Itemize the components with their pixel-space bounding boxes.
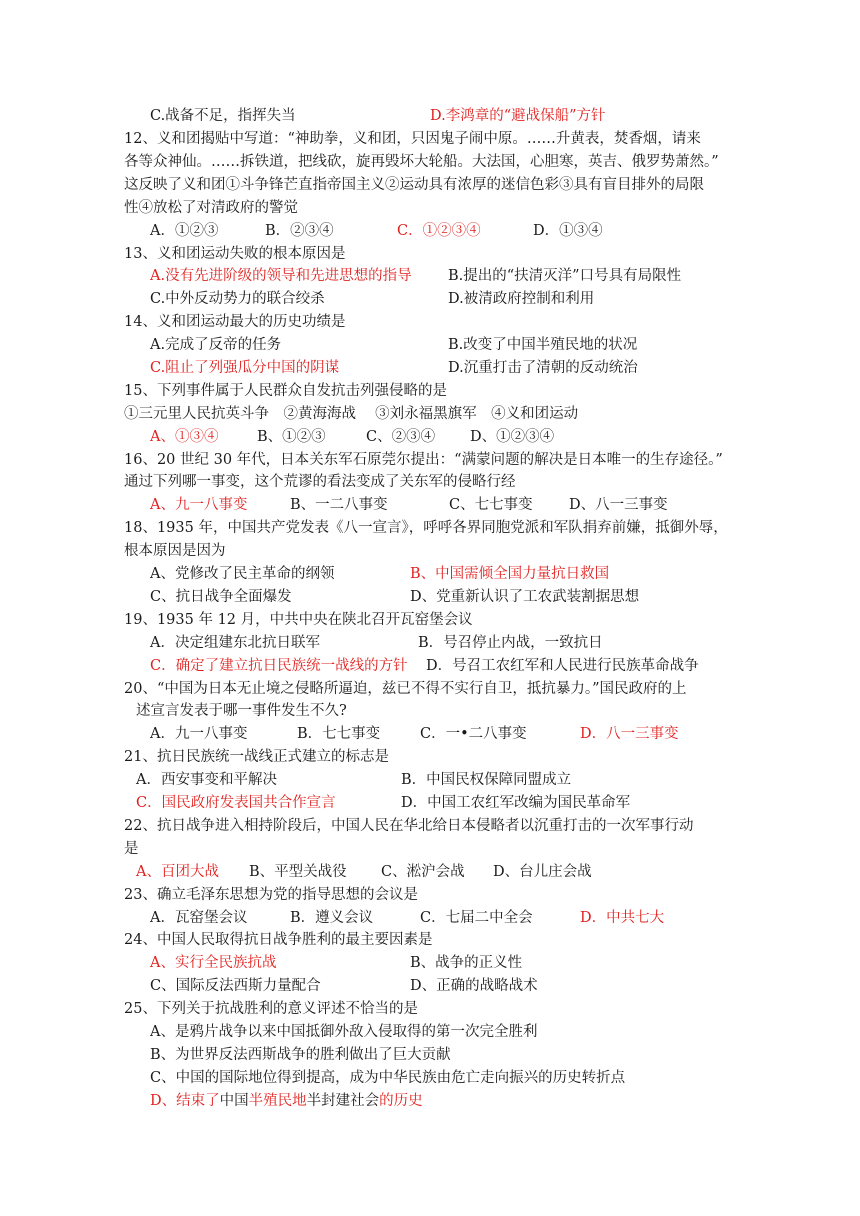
q15-option-d: D、①②③④ [470, 429, 555, 445]
q12-stem-line1: 12、义和团揭贴中写道：“神助拳，义和团，只因鬼子闹中原。……升黄表，焚香烟，请来 [124, 131, 701, 147]
q18-option-a: A、党修改了民主革命的纲领 [150, 566, 335, 582]
q23-option-b: B．遵义会议 [290, 910, 374, 926]
q13-option-c: C.中外反动势力的联合绞杀 [150, 291, 325, 307]
q23-option-a: A．瓦窑堡会议 [150, 910, 248, 926]
q23-stem: 23、确立毛泽东思想为党的指导思想的会议是 [124, 887, 418, 903]
q18-option-d: D、党重新认识了工农武装割据思想 [410, 589, 640, 605]
q12-stem-line3: 这反映了义和团①斗争锋芒直指帝国主义②运动具有浓厚的迷信色彩③具有盲目排外的局限 [124, 177, 704, 193]
q13-option-d: D.被清政府控制和利用 [448, 291, 595, 307]
q19-stem: 19、1935 年 12 月，中共中央在陕北召开瓦窑堡会议 [124, 612, 473, 628]
q12-option-b: B．②③④ [265, 223, 334, 239]
q16-option-b: B、一二八事变 [290, 497, 388, 513]
q25-option-d-part4: 半封建社会 [306, 1093, 380, 1109]
q25-stem: 25、下列关于抗战胜利的意义评述不恰当的是 [124, 1001, 418, 1017]
q25-option-a: A、是鸦片战争以来中国抵御外敌入侵取得的第一次完全胜利 [150, 1024, 538, 1040]
q15-items: ①三元里人民抗英斗争 ②黄海海战 ③刘永福黑旗军 ④义和团运动 [124, 406, 579, 422]
q24-option-a-answer: A、实行全民族抗战 [150, 955, 277, 971]
q20-option-b: B．七七事变 [297, 726, 381, 742]
q23-option-d-answer: D．中共七大 [580, 910, 665, 926]
q20-stem-line1: 20、“中国为日本无止境之侵略所逼迫，兹已不得不实行自卫，抵抗暴力。”国民政府的上 [124, 681, 687, 697]
q21-option-b: B．中国民权保障同盟成立 [401, 772, 572, 788]
q14-option-a: A.完成了反帝的任务 [150, 337, 282, 353]
q15-option-c: C、②③④ [366, 429, 436, 445]
q18-option-c: C、抗日战争全面爆发 [150, 589, 292, 605]
q25-option-d-part2: 中国 [219, 1093, 249, 1109]
q14-option-b: B.改变了中国半殖民地的状况 [448, 337, 638, 353]
q23-option-c: C．七届二中全会 [420, 910, 533, 926]
q13-option-b: B.提出的“扶清灭洋”口号具有局限性 [448, 268, 682, 284]
q25-option-c: C、中国的国际地位得到提高，成为中华民族由危亡走向振兴的历史转折点 [150, 1070, 626, 1086]
q12-stem-line4: 性④放松了对清政府的警觉 [124, 200, 298, 216]
q20-option-a: A．九一八事变 [150, 726, 248, 742]
q20-option-d-answer: D．八一三事变 [580, 726, 679, 742]
q25-option-d-part5: 的历史 [379, 1093, 423, 1109]
q19-option-c-answer: C．确定了建立抗日民族统一战线的方针 [150, 658, 408, 674]
q21-stem: 21、抗日民族统一战线正式建立的标志是 [124, 749, 389, 765]
q20-stem-line2: 述宣言发表于哪一事件发生不久? [136, 703, 347, 719]
q20-option-c: C．一•二八事变 [420, 726, 527, 742]
q21-option-c-answer: C．国民政府发表国共合作宣言 [136, 795, 336, 811]
q18-stem-line1: 18、1935 年，中国共产党发表《八一宣言》，呼呼各界同胞党派和军队捐弃前嫌，抵御外辱， [124, 520, 728, 536]
q15-option-a-answer: A、①③④ [150, 429, 219, 445]
q16-option-a-answer: A、九一八事变 [150, 497, 248, 513]
q16-stem-line2: 通过下列哪一事变，这个荒谬的看法变成了关东军的侵略行经 [124, 474, 516, 490]
q25-option-d-part3: 半殖民地 [248, 1093, 307, 1109]
q22-option-b: B、平型关战役 [249, 864, 347, 880]
q16-option-d: D、八一三事变 [569, 497, 668, 513]
q18-stem-line2: 根本原因是因为 [124, 543, 226, 559]
q11-option-c: C.战备不足，指挥失当 [150, 108, 296, 124]
q13-option-a-answer: A.没有先进阶级的领导和先进思想的指导 [150, 268, 412, 284]
q12-stem-line2: 各等众神仙。……拆铁道，把线砍，旋再毁坏大轮船。大法国，心胆寒，英吉、俄罗势萧然。” [124, 154, 719, 170]
q15-stem: 15、下列事件属于人民群众自发抗击列强侵略的是 [124, 383, 447, 399]
q19-option-b: B．号召停止内战，一致抗日 [418, 635, 603, 651]
q24-option-d: D、正确的战略战术 [410, 978, 538, 994]
q14-stem: 14、义和团运动最大的历史功绩是 [124, 314, 346, 330]
q25-option-d-part1: D、结束了 [150, 1093, 220, 1109]
q14-option-c-answer: C.阻止了列强瓜分中国的阴谋 [150, 360, 340, 376]
q24-stem: 24、中国人民取得抗日战争胜利的最主要因素是 [124, 932, 433, 948]
q22-option-c: C、淞沪会战 [381, 864, 465, 880]
q18-option-b-answer: B、中国需倾全国力量抗日救国 [410, 566, 610, 582]
q25-option-d-answer [150, 1091, 423, 1111]
q11-option-d-answer: D.李鸿章的“避战保船”方针 [430, 108, 606, 124]
q16-option-c: C、七七事变 [449, 497, 533, 513]
q22-stem-line1: 22、抗日战争进入相持阶段后，中国人民在华北给日本侵略者以沉重打击的一次军事行动 [124, 818, 694, 834]
q12-option-d: D．①③④ [533, 223, 603, 239]
q16-stem-line1: 16、20 世纪 30 年代，日本关东军石原莞尔提出：“满蒙问题的解决是日本唯一的生存途径。” [124, 452, 723, 468]
q25-option-b: B、为世界反法西斯战争的胜利做出了巨大贡献 [150, 1047, 451, 1063]
q15-option-b: B、①②③ [257, 429, 326, 445]
q19-option-d: D．号召工农红军和人民进行民族革命战争 [426, 658, 699, 674]
q12-option-a: A．①②③ [150, 223, 219, 239]
q22-option-d: D、台儿庄会战 [493, 864, 592, 880]
q24-option-c: C、国际反法西斯力量配合 [150, 978, 321, 994]
q21-option-d: D．中国工农红军改编为国民革命军 [401, 795, 631, 811]
q12-option-c-answer: C．①②③④ [397, 223, 481, 239]
q22-stem-line2: 是 [124, 841, 139, 857]
q14-option-d: D.沉重打击了清朝的反动统治 [448, 360, 638, 376]
q13-stem: 13、义和团运动失败的根本原因是 [124, 246, 346, 262]
q21-option-a: A．西安事变和平解决 [136, 772, 277, 788]
q24-option-b: B、战争的正义性 [410, 955, 523, 971]
q19-option-a: A．决定组建东北抗日联军 [150, 635, 320, 651]
q22-option-a-answer: A、百团大战 [136, 864, 219, 880]
